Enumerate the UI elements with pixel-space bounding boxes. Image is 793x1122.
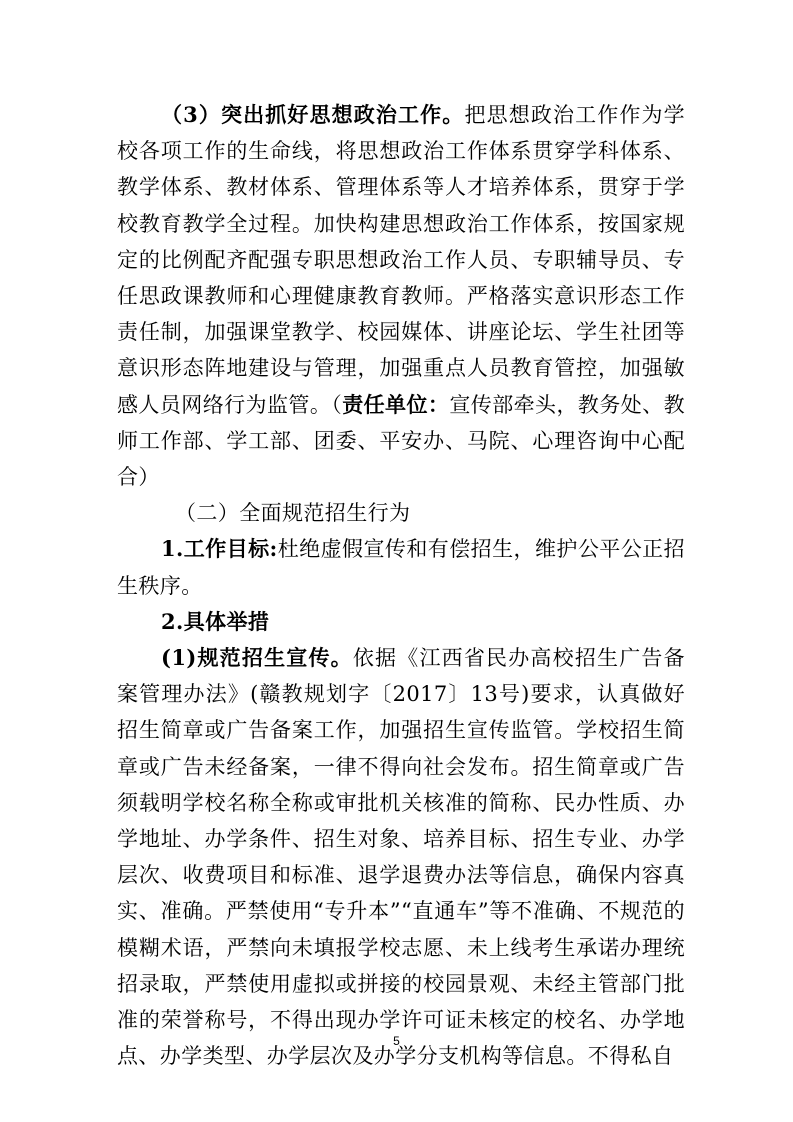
paragraph-text: 杜绝虚假宣传和有偿招生，维护公平公正招生秩序。	[117, 537, 685, 598]
paragraph-ideological-work	[117, 97, 685, 495]
paragraph-work-goal	[117, 531, 685, 603]
page-number: 5	[393, 1034, 400, 1048]
paragraph-admission-publicity	[117, 640, 685, 1074]
paragraph-text: 把思想政治工作作为学校各项工作的生命线，将思想政治工作体系贯穿学科体系、教学体系、教材体系、管理体系等人才培养体系，贯穿于学校教育教学全过程。加快构建思想政治工作体系，按国家规定的比例配齐配强专职思想政治工作人员、专职辅导员、专任思政课教师和心理健康教育教师。严格落实意识形态工作责任制，加强课堂教学、校园媒体、讲座论坛、学生社团等意识形态阵地建设与管理，加强重点人员教育管控，加强敏感人员网络行为监管。（	[117, 103, 686, 417]
paragraph-text: 依据《江西省民办高校招生广告备案管理办法》(赣教规划字〔2017〕13号)要求，认真做好招生简章或广告备案工作，加强招生宣传监管。学校招生简章或广告未经备案，一律不得向社会发布。招生简章或广告须载明学校名称全称或审批机关核准的简称、民办性质、办学地址、办学条件、招生对象、培养目标、招生专业、办学层次、收费项目和标准、退学退费办法等信息，确保内容真实、准确。严禁使用“专升本”“直通车”等不准确、不规范的模糊术语，严禁向未填报学校志愿、未上线考生承诺办理统招录取，严禁使用虚拟或拼接的校园景观、未经主管部门批准的荣誉称号，不得出现办学许可证未核定的校名、办学地点、办学类型、办学层次及办学分支机构等信息。不得私自	[117, 646, 686, 1069]
subsection-heading: 2.具体举措	[161, 608, 270, 634]
responsibility-text: 宣传部牵头，教务处、教师工作部、学工部、团委、平安办、马院、心理咨询中心配合）	[117, 392, 686, 490]
paragraph-heading: （3）突出抓好思想政治工作。	[161, 102, 465, 127]
section-heading: （二）全面规范招生行为	[175, 501, 411, 526]
paragraph-heading: (1)规范招生宣传。	[161, 645, 353, 671]
responsibility-label: 责任单位：	[342, 391, 450, 417]
paragraph-heading: 1.工作目标:	[161, 536, 278, 562]
document-body	[117, 97, 685, 1074]
